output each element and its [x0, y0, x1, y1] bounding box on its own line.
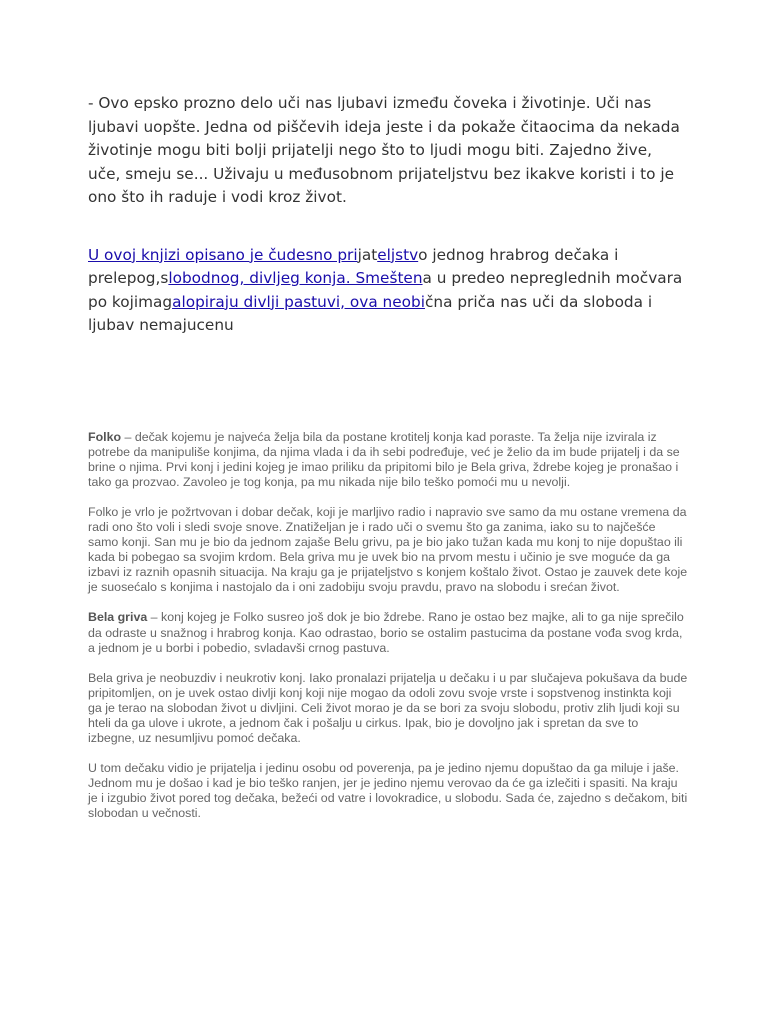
- document-page: [88, 92, 688, 837]
- summary-link-3[interactable]: lobodnog, divljeg konja. Smešten: [168, 269, 423, 287]
- folko-heading: Folko: [88, 429, 122, 444]
- bela-griva-heading: Bela griva: [88, 610, 148, 625]
- friendship-paragraph: [88, 761, 688, 821]
- folko-paragraph: [88, 430, 688, 490]
- summary-text-3: a u predeo nepreglednih močvara po kojimag: [88, 269, 683, 311]
- intro-paragraph: - Ovo epsko prozno delo uči nas ljubavi između čoveka i životinje. Uči nas ljubavi uopšte. Jedna od piščevih ideja jeste i da pokaže čitaocima da nekada životinje mogu biti bolji prijatelji nego što to ljudi mogu biti. Zajedno žive, uče, smeju se... Uživaju u međusobnom prijateljstvu bez ikakve koristi i to je ono što ih raduje i vodi kroz život.: [88, 94, 680, 206]
- bela-griva-paragraph: [88, 610, 688, 655]
- summary-text-1: jat: [357, 245, 378, 264]
- bela-griva-detail-text: Bela griva je neobuzdiv i neukrotiv konj. Iako pronalazi prijatelja u dečaku i u par slučajeva pokušava da bude pripitomljen, on je uvek ostao divlji konj koji nije mogao da odoli zovu svoje vrste i sopstvenog instinkta koji ga je terao na slobodan život u divljini. Celi život morao je da se bori za svoju slobodu, protiv zlih ljudi koji su hteli da ga ulove i ukrote, a jednom čak i pošalju u cirkus. Ipak, bio je dovoljno jak i spretan da sve to izbegne, uz nesumljivu pomoć dečaka.: [88, 670, 688, 746]
- folko-detail-paragraph: [88, 505, 688, 596]
- summary-link-2[interactable]: eljstv: [377, 245, 419, 264]
- summary-text-4: čna priča nas uči da sloboda i ljubav nemajucenu: [88, 292, 653, 334]
- bela-griva-text: – konj kojeg je Folko susreo još dok je bio ždrebe. Rano je ostao bez majke, ali to ga nije sprečilo da odraste u snažnog i hrabrog konja. Kao odrastao, borio se ostalim pastucima da postane vođa svog krda, a jednom je u borbi i pobedio, svladavši crnog pastuva.: [88, 610, 684, 655]
- summary-paragraph: [88, 244, 688, 338]
- summary-link-4[interactable]: alopiraju divlji pastuvi, ova neobi: [172, 292, 425, 311]
- friendship-text: U tom dečaku vidio je prijatelja i jedinu osobu od poverenja, pa je jedino njemu dopuštao da ga miluje i jaše. Jednom mu je došao i kad je bio teško ranjen, jer je jedino njemu verovao da će ga izlečiti i spasiti. Na kraju je i izgubio život pored tog dečaka, bežeći od vatre i lovokradice, u slobodu. Sada će, zajedno s dečakom, biti slobodan u večnosti.: [88, 761, 688, 821]
- folko-detail-text: Folko je vrlo je požrtvovan i dobar dečak, koji je marljivo radio i napravio sve samo da mu ostane vremena da radi ono što voli i sledi svoje snove. Znatiželjan je i rado uči o svemu što ga zanima, iako su to najčešće samo konji. San mu je bio da jednom zajaše Belu grivu, pa je bio jako tužan kada mu konj to nije dopuštao ili kada bi pobegao sa svojim krdom. Bela griva mu je uvek bio na prvom mestu i učinio je sve moguće da ga izbavi iz raznih opasnih situacija. Na kraju ga je prijateljstvo s konjem koštalo život. Ostao je zauvek dete koje je suosećalo s konjima i nastojalo da i oni zadobiju svoju pravdu, pravo na slobodu i srećan život.: [88, 504, 688, 595]
- folko-text: – dečak kojemu je najveća želja bila da postane krotitelj konja kad poraste. Ta želja nije izvirala iz potrebe da manipuliše konjima, da njima vlada i da ih sebi podređuje, već je želio da im bude prijatelj i da se brine o njima. Prvi konj i jedini kojeg je imao priliku da pripitomi bilo je Bela griva, ždrebe kojeg je pronašao i tako ga prozvao. Zavoleo je tog konja, pa mu nikada nije bilo teško pomoći mu u nevolji.: [88, 429, 680, 489]
- summary-text-2: o jednog hrabrog dečaka i prelepog,s: [88, 245, 619, 287]
- summary-link-1[interactable]: U ovoj knjizi opisano je čudesno pri: [88, 245, 358, 264]
- bela-griva-detail-paragraph: [88, 671, 688, 746]
